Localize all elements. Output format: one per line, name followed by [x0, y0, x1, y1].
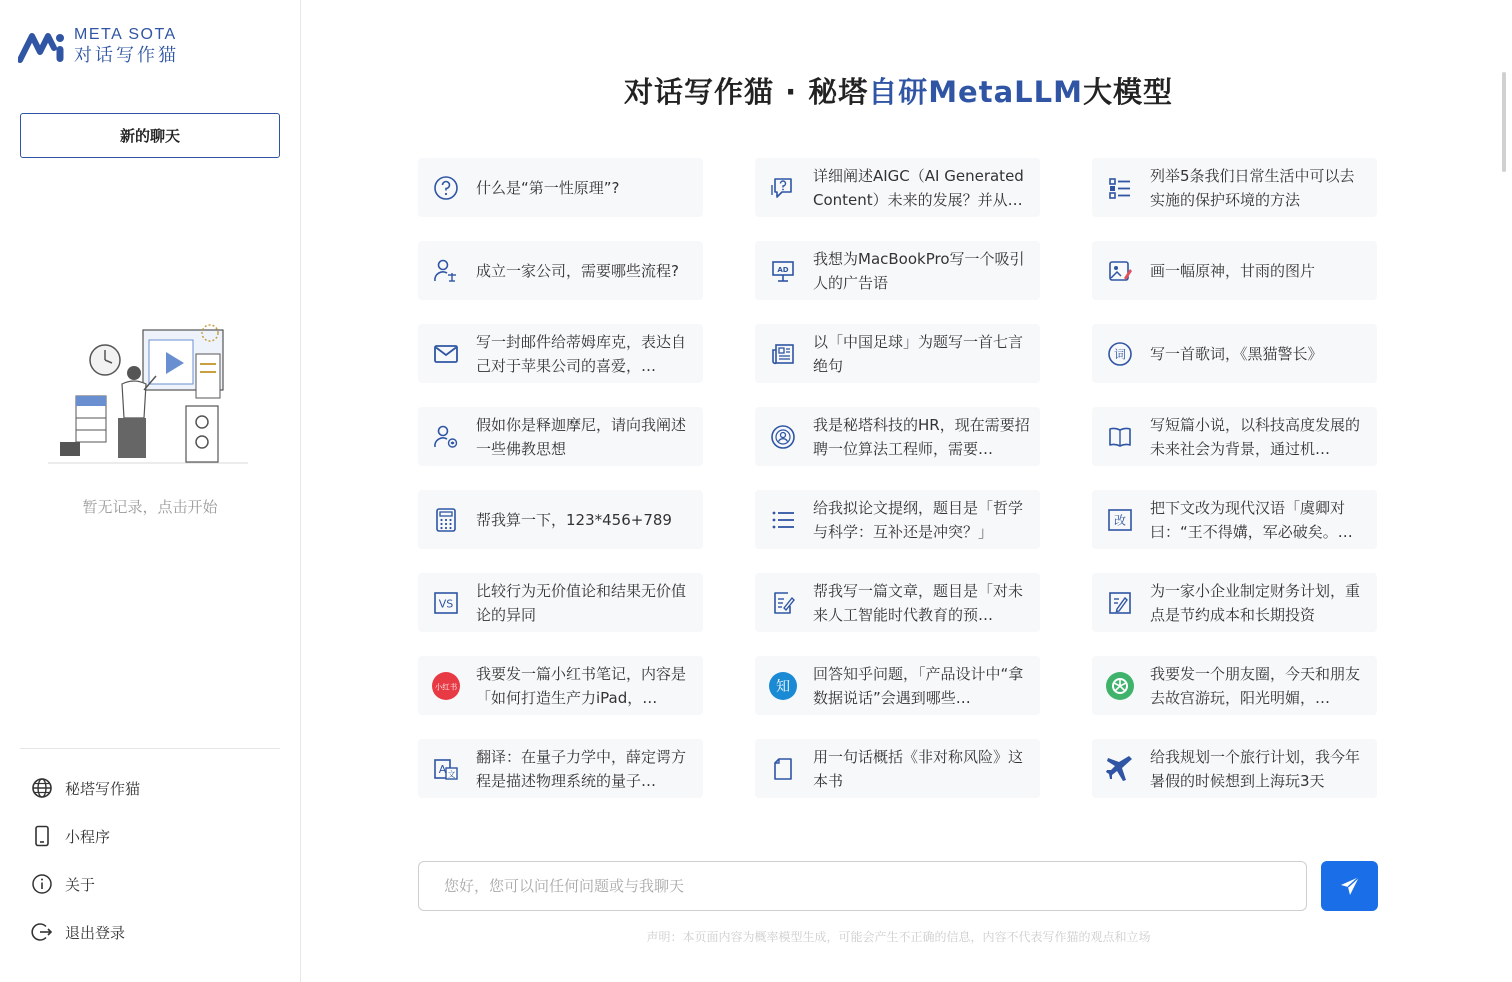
svg-text:改: 改 [1113, 513, 1127, 527]
prompt-text: 我想为MacBookPro写一个吸引人的广告语 [813, 249, 1025, 292]
document-icon [769, 755, 797, 783]
prompt-text: 写一封邮件给蒂姆库克，表达自己对于苹果公司的喜爱，… [476, 332, 687, 375]
moments-icon [1106, 672, 1134, 700]
page-title [301, 70, 1496, 111]
prompt-text: 我要发一篇小红书笔记，内容是「如何打造生产力iPad，… [476, 664, 687, 707]
book-icon [1106, 423, 1134, 451]
sidebar-menu [30, 776, 140, 968]
empty-illustration-icon [48, 318, 253, 468]
prompt-card[interactable] [418, 490, 703, 549]
recruit-icon [769, 423, 797, 451]
svg-text:AD: AD [777, 265, 789, 274]
plane-icon [1106, 755, 1134, 783]
zhihu-badge-text: 知 [776, 678, 790, 695]
translate-icon [432, 755, 460, 783]
prompt-card[interactable] [1092, 739, 1377, 798]
sidebar-item-label: 退出登录 [65, 923, 126, 942]
prompt-card[interactable] [418, 241, 703, 300]
prompt-text: 帮我写一篇文章，题目是「对未来人工智能时代教育的预… [813, 581, 1024, 624]
person-lotus-icon [432, 423, 460, 451]
sidebar-item-label: 关于 [65, 875, 96, 894]
svg-text:VS: VS [438, 597, 454, 610]
prompt-card[interactable] [1092, 407, 1377, 466]
send-icon [1339, 875, 1361, 897]
logo-mark-icon [18, 26, 66, 66]
gai-icon [1106, 506, 1134, 534]
sidebar-item-logout[interactable] [30, 920, 140, 944]
xiaohongshu-badge-text: 小红书 [434, 681, 458, 691]
plan-edit-icon [1106, 589, 1134, 617]
logo-name: 对话写作猫 [74, 44, 179, 66]
list-icon [1106, 174, 1134, 202]
prompt-text: 写短篇小说，以科技高度发展的未来社会为背景，通过机… [1150, 415, 1361, 458]
prompt-card[interactable] [755, 407, 1040, 466]
prompt-text: 假如你是释迦摩尼，请向我阐述一些佛教思想 [476, 415, 687, 458]
prompt-card[interactable] [755, 739, 1040, 798]
chat-question-icon [769, 174, 797, 202]
prompt-card[interactable] [418, 324, 703, 383]
vs-icon [432, 589, 460, 617]
prompt-text: 用一句话概括《非对称风险》这本书 [813, 747, 1024, 790]
svg-text:A: A [438, 762, 447, 776]
prompt-text: 回答知乎问题，「产品设计中“拿数据说话”会遇到哪些… [813, 664, 1024, 707]
prompt-card[interactable] [755, 490, 1040, 549]
prompt-card[interactable] [418, 739, 703, 798]
prompt-text: 帮我算一下，123*456+789 [476, 510, 672, 529]
ad-board-icon [769, 257, 797, 285]
prompt-card[interactable] [1092, 158, 1377, 217]
chat-input-box[interactable] [418, 861, 1307, 911]
prompt-text: 我是秘塔科技的HR，现在需要招聘一位算法工程师，需要… [813, 415, 1030, 458]
question-icon [432, 174, 460, 202]
prompt-text: 写一首歌词，《黑猫警长》 [1150, 344, 1323, 363]
sidebar-item-about[interactable] [30, 872, 140, 896]
calculator-icon [432, 506, 460, 534]
scrollbar-thumb[interactable] [1502, 72, 1506, 172]
sidebar-item-mini-program[interactable] [30, 824, 140, 848]
prompt-card[interactable] [418, 407, 703, 466]
prompt-card[interactable] [1092, 241, 1377, 300]
prompt-text: 翻译：在量子力学中，薛定谔方程是描述物理系统的量子… [476, 747, 687, 790]
prompt-card[interactable] [418, 656, 703, 715]
prompt-text: 给我规划一个旅行计划，我今年暑假的时候想到上海玩3天 [1150, 747, 1361, 790]
sidebar-item-label: 秘塔写作猫 [65, 779, 141, 798]
svg-text:词: 词 [1113, 347, 1127, 361]
prompt-text: 以「中国足球」为题写一首七言绝句 [813, 332, 1024, 375]
prompt-card[interactable] [755, 241, 1040, 300]
title-suffix: 大模型 [1082, 75, 1173, 109]
prompt-text: 成立一家公司，需要哪些流程? [476, 261, 679, 280]
zhihu-icon [769, 672, 797, 700]
prompt-text: 我要发一个朋友圈，今天和朋友去故宫游玩，阳光明媚，… [1150, 664, 1361, 707]
info-icon [30, 872, 54, 896]
prompt-text: 比较行为无价值论和结果无价值论的异同 [476, 581, 687, 624]
person-scale-icon [432, 257, 460, 285]
empty-history-text: 暂无记录，点击开始 [82, 498, 218, 516]
main-area [301, 0, 1512, 982]
image-edit-icon [1106, 257, 1134, 285]
prompt-text: 给我拟论文提纲，题目是「哲学与科学：互补还是冲突？」 [813, 498, 1024, 541]
prompt-card[interactable] [1092, 573, 1377, 632]
prompt-card[interactable] [755, 158, 1040, 217]
xiaohongshu-icon [432, 672, 460, 700]
prompt-text: 列举5条我们日常生活中可以去实施的保护环境的方法 [1150, 166, 1355, 209]
ci-icon [1106, 340, 1134, 368]
prompt-card[interactable] [1092, 490, 1377, 549]
prompt-text: 把下文改为现代汉语「虞卿对曰：“王不得媾，军必破矣。… [1150, 498, 1353, 541]
prompt-card[interactable] [418, 158, 703, 217]
sidebar [0, 0, 301, 982]
svg-text:文: 文 [447, 769, 456, 779]
disclaimer-text: 声明：本页面内容为概率模型生成，可能会产生不正确的信息，内容不代表写作猫的观点和立场 [646, 930, 1151, 944]
prompt-grid [418, 158, 1378, 798]
sidebar-item-label: 小程序 [65, 827, 111, 846]
title-prefix: 对话写作猫 · 秘塔 [623, 75, 869, 109]
prompt-card[interactable] [1092, 656, 1377, 715]
prompt-text: 什么是“第一性原理”? [476, 178, 620, 197]
globe-icon [30, 776, 54, 800]
prompt-card[interactable] [1092, 324, 1377, 383]
mail-icon [432, 340, 460, 368]
send-button[interactable] [1321, 861, 1378, 911]
logo[interactable] [18, 26, 179, 66]
newspaper-icon [769, 340, 797, 368]
prompt-card[interactable] [755, 573, 1040, 632]
prompt-card[interactable] [755, 656, 1040, 715]
logo-brand: META SOTA [74, 26, 177, 44]
prompt-card[interactable] [755, 324, 1040, 383]
chat-input[interactable] [419, 862, 1306, 910]
phone-icon [30, 824, 54, 848]
sidebar-divider [20, 748, 280, 749]
sidebar-item-metaso-writing[interactable] [30, 776, 140, 800]
new-chat-button[interactable]: 新的聊天 [20, 113, 280, 158]
prompt-text: 详细阐述AIGC（AI Generated Content）未来的发展？并从… [813, 166, 1024, 209]
title-accent: 自研MetaLLM [868, 75, 1083, 109]
article-edit-icon [769, 589, 797, 617]
outline-icon [769, 506, 797, 534]
prompt-card[interactable] [418, 573, 703, 632]
logout-icon [30, 920, 54, 944]
prompt-text: 画一幅原神，甘雨的图片 [1150, 261, 1316, 280]
prompt-text: 为一家小企业制定财务计划，重点是节约成本和长期投资 [1150, 581, 1361, 624]
